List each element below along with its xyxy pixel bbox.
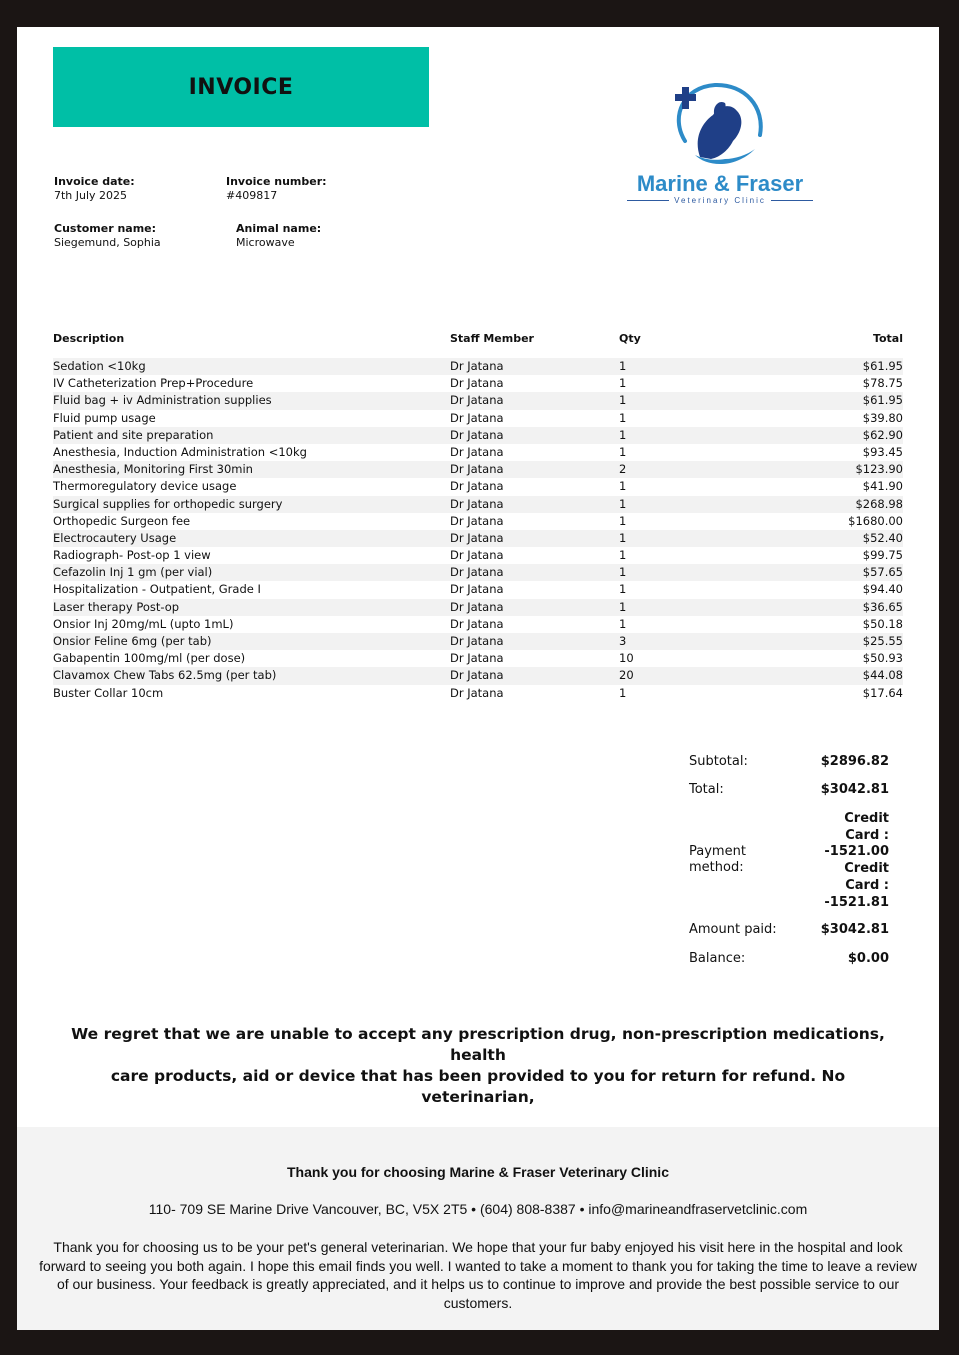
clinic-subtitle: Veterinary Clinic (674, 196, 766, 205)
item-total: $61.95 (862, 359, 903, 373)
item-description: Anesthesia, Monitoring First 30min (53, 462, 253, 477)
invoice-date-block (54, 175, 135, 203)
item-total: $123.90 (855, 462, 903, 477)
item-staff: Dr Jatana (450, 393, 504, 408)
item-description: Gabapentin 100mg/ml (per dose) (53, 651, 246, 666)
item-staff: Dr Jatana (450, 496, 504, 511)
item-total: $52.40 (862, 530, 903, 545)
payment-method-line: Card : (845, 827, 889, 843)
item-total: $25.55 (862, 634, 903, 648)
item-description: IV Catheterization Prep+Procedure (53, 376, 254, 391)
payment-method-line: Credit (844, 811, 889, 826)
item-qty: 1 (619, 599, 627, 614)
item-total: $94.40 (862, 582, 903, 597)
item-staff: Dr Jatana (450, 444, 504, 459)
table-row (53, 530, 903, 547)
item-qty: 3 (619, 634, 627, 648)
table-row (53, 444, 903, 461)
table-row (53, 581, 903, 598)
table-row (53, 547, 903, 564)
item-staff: Dr Jatana (450, 565, 504, 580)
invoice-page (17, 27, 939, 1330)
item-staff: Dr Jatana (450, 616, 504, 631)
table-row (53, 650, 903, 667)
item-description: Buster Collar 10cm (53, 685, 164, 700)
invoice-date: 7th July 2025 (54, 189, 128, 202)
item-staff: Dr Jatana (450, 599, 504, 614)
item-qty: 1 (619, 444, 627, 459)
payment-method-label-line: Payment (689, 844, 746, 859)
table-row (53, 667, 903, 684)
footer-message-line: Thank you for choosing us to be your pet's general veterinarian. We hope that your fur baby enjoyed his visit here in the hospital and look (53, 1239, 903, 1255)
column-header-total: Total (872, 332, 903, 345)
table-row (53, 375, 903, 392)
item-total: $17.64 (862, 685, 903, 700)
item-staff: Dr Jatana (450, 530, 504, 545)
subtotal-label: Subtotal: (689, 754, 748, 769)
item-staff: Dr Jatana (450, 685, 504, 700)
column-header-staff: Staff Member (450, 332, 534, 345)
subtotal-value: $2896.82 (820, 754, 889, 769)
table-row (53, 427, 903, 444)
table-row (53, 461, 903, 478)
payment-method-line: Card : (845, 877, 889, 893)
item-total: $93.45 (862, 444, 903, 459)
item-qty: 1 (619, 685, 627, 700)
item-qty: 10 (619, 651, 634, 666)
invoice-number-label: Invoice number: (226, 175, 327, 188)
clinic-name: Marine & Fraser (636, 171, 804, 196)
item-description: Radiograph- Post-op 1 view (53, 548, 211, 563)
item-qty: 1 (619, 496, 627, 511)
item-staff: Dr Jatana (450, 651, 504, 666)
animal-name-block (236, 222, 321, 250)
footer-address: 110- 709 SE Marine Drive Vancouver, BC, V5X 2T5 • (604) 808-8387 • info@marineandfraservetclinic.com (148, 1201, 808, 1217)
item-staff: Dr Jatana (450, 513, 504, 528)
item-description: Thermoregulatory device usage (53, 479, 237, 494)
item-staff: Dr Jatana (450, 582, 504, 597)
table-row (53, 599, 903, 616)
item-total: $50.18 (862, 616, 903, 631)
item-staff: Dr Jatana (450, 359, 504, 373)
total-label: Total: (689, 782, 724, 797)
item-staff: Dr Jatana (450, 376, 504, 391)
item-description: Fluid pump usage (53, 410, 156, 425)
item-qty: 1 (619, 376, 627, 391)
item-total: $1680.00 (848, 513, 903, 528)
line-items-table (53, 332, 903, 700)
item-qty: 1 (619, 393, 627, 408)
table-row (53, 496, 903, 513)
animal-name-label: Animal name: (236, 222, 322, 235)
item-qty: 1 (619, 410, 627, 425)
divider (627, 200, 669, 201)
item-qty: 1 (619, 530, 627, 545)
item-staff: Dr Jatana (450, 548, 504, 563)
item-qty: 1 (619, 565, 627, 580)
footer-message-line: of our business. Your feedback is greatly appreciated, and it helps us to continue to improve and provide the best possible service to our (56, 1276, 900, 1292)
payment-method-line: -1521.81 (824, 894, 889, 910)
item-qty: 1 (619, 359, 627, 373)
clinic-logo-icon (615, 77, 830, 172)
item-total: $50.93 (862, 651, 903, 666)
table-row (53, 633, 903, 650)
refund-notice (53, 1024, 903, 1108)
invoice-number-block (226, 175, 327, 203)
item-qty: 1 (619, 616, 627, 631)
item-description: Surgical supplies for orthopedic surgery (53, 496, 283, 511)
refund-notice-line: We regret that we are unable to accept any prescription drug, non-prescription medications, health (71, 1025, 885, 1064)
divider (771, 200, 813, 201)
item-staff: Dr Jatana (450, 479, 504, 494)
item-total: $41.90 (862, 479, 903, 494)
payment-method-label (689, 844, 746, 876)
item-qty: 1 (619, 513, 627, 528)
item-staff: Dr Jatana (450, 427, 504, 442)
clinic-subtitle-row (627, 196, 813, 205)
item-total: $39.80 (862, 410, 903, 425)
customer-name-label: Customer name: (54, 222, 157, 235)
item-qty: 2 (619, 462, 627, 477)
item-qty: 1 (619, 479, 627, 494)
item-qty: 1 (619, 548, 627, 563)
invoice-date-label: Invoice date: (54, 175, 135, 188)
table-body (53, 358, 903, 702)
invoice-number: #409817 (226, 189, 278, 202)
payment-method-line: Credit (844, 861, 889, 877)
balance-label: Balance: (689, 951, 746, 966)
refund-notice-line: care products, aid or device that has been provided to you for return for refund. No veterinarian, (110, 1067, 846, 1106)
footer-message-line: forward to seeing you both again. I hope this email finds you well. I wanted to take a moment to thank you for taking the time to leave a review (39, 1257, 917, 1274)
item-description: Cefazolin Inj 1 gm (per vial) (53, 565, 213, 580)
amount-paid-label: Amount paid: (689, 922, 777, 937)
table-row (53, 616, 903, 633)
footer-message (22, 1238, 934, 1312)
item-qty: 1 (619, 427, 627, 442)
amount-paid-value: $3042.81 (820, 922, 889, 937)
footer-thanks: Thank you for choosing Marine & Fraser Veterinary Clinic (287, 1164, 669, 1180)
footer (17, 1127, 939, 1330)
item-description: Laser therapy Post-op (53, 599, 180, 614)
item-description: Anesthesia, Induction Administration <10kg (53, 444, 307, 459)
item-description: Electrocautery Usage (53, 530, 177, 545)
item-total: $99.75 (862, 548, 903, 563)
clinic-logo (615, 77, 830, 212)
balance-value: $0.00 (847, 951, 889, 966)
column-header-description: Description (53, 332, 125, 345)
item-total: $268.98 (855, 496, 903, 511)
table-header (53, 332, 903, 352)
table-row (53, 392, 903, 409)
footer-message-line: customers. (443, 1294, 513, 1311)
total-value: $3042.81 (820, 782, 889, 797)
item-qty: 20 (619, 668, 634, 683)
column-header-qty: Qty (619, 332, 641, 345)
table-row (53, 513, 903, 530)
table-row (53, 685, 903, 702)
item-qty: 1 (619, 582, 627, 597)
item-staff: Dr Jatana (450, 462, 504, 477)
invoice-banner (53, 47, 429, 127)
table-row (53, 564, 903, 581)
table-row (53, 478, 903, 495)
animal-name: Microwave (236, 236, 295, 249)
item-staff: Dr Jatana (450, 668, 504, 683)
payment-method-value (824, 811, 889, 911)
invoice-title: INVOICE (188, 74, 294, 100)
item-description: Fluid bag + iv Administration supplies (53, 393, 272, 408)
item-description: Onsior Feline 6mg (per tab) (53, 634, 212, 648)
item-description: Clavamox Chew Tabs 62.5mg (per tab) (53, 668, 277, 683)
item-description: Onsior Inj 20mg/mL (upto 1mL) (53, 616, 234, 631)
item-total: $62.90 (862, 427, 903, 442)
item-staff: Dr Jatana (450, 410, 504, 425)
item-total: $78.75 (862, 376, 903, 391)
item-description: Sedation <10kg (53, 359, 146, 373)
item-staff: Dr Jatana (450, 634, 504, 648)
item-total: $57.65 (862, 565, 903, 580)
item-description: Orthopedic Surgeon fee (53, 513, 191, 528)
item-total: $44.08 (862, 668, 903, 683)
customer-name-block (54, 222, 161, 250)
table-row (53, 358, 903, 375)
table-row (53, 410, 903, 427)
payment-method-label-line: method: (689, 860, 744, 875)
item-description: Patient and site preparation (53, 427, 214, 442)
item-description: Hospitalization - Outpatient, Grade I (53, 582, 261, 597)
item-total: $61.95 (862, 393, 903, 408)
item-total: $36.65 (862, 599, 903, 614)
payment-method-line: -1521.00 (824, 844, 889, 860)
customer-name: Siegemund, Sophia (54, 236, 161, 249)
